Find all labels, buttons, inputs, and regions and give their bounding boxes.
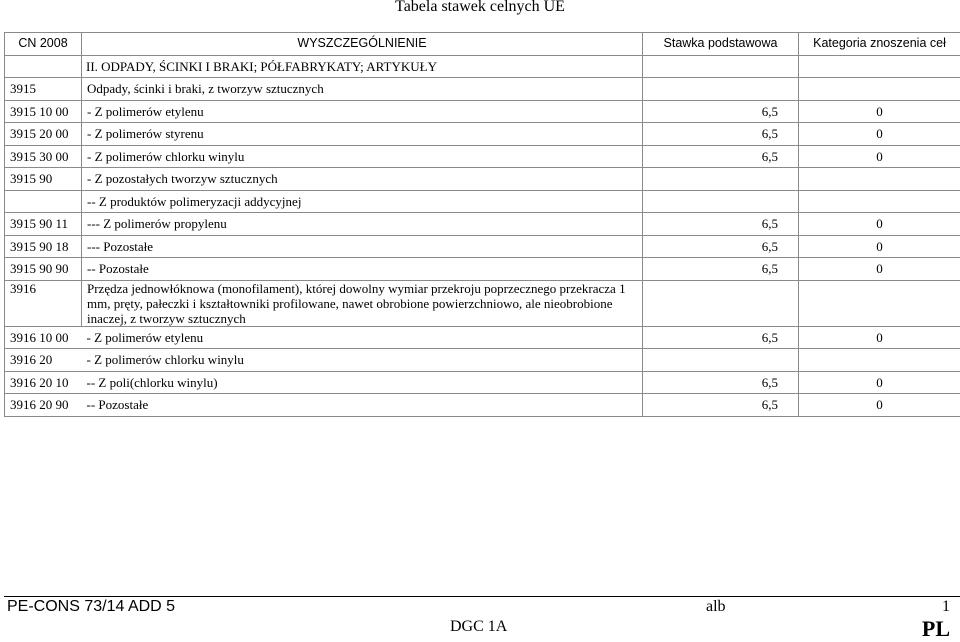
- table-row: [5, 326, 960, 349]
- row-base-rate: 6,5: [643, 100, 799, 123]
- row-description: - Z polimerów styrenu: [82, 123, 643, 146]
- header-base-rate: Stawka podstawowa: [643, 33, 799, 56]
- footer-initials: alb: [706, 598, 726, 616]
- row-staging-category: [799, 190, 960, 213]
- row-base-rate: 6,5: [643, 213, 799, 236]
- row-staging-category: 0: [799, 235, 960, 258]
- table-row: [5, 145, 960, 168]
- table-header-row: [5, 33, 960, 56]
- section-heading: II. ODPADY, ŚCINKI I BRAKI; PÓŁFABRYKATY; ARTYKUŁY: [82, 55, 643, 78]
- row-code: 3915 90 18: [5, 235, 82, 258]
- row-description: - Z polimerów etylenu: [82, 100, 643, 123]
- row-description: -- Pozostałe: [82, 394, 643, 417]
- row-staging-category: 0: [799, 371, 960, 394]
- row-base-rate: 6,5: [643, 258, 799, 281]
- row-code: 3916 20: [5, 349, 82, 372]
- tariff-table: [4, 32, 960, 417]
- row-base-rate: 6,5: [643, 371, 799, 394]
- table-row: [5, 258, 960, 281]
- row-base-rate: 6,5: [643, 123, 799, 146]
- row-staging-category: 0: [799, 213, 960, 236]
- row-code: 3916 20 90: [5, 394, 82, 417]
- row-description: -- Z produktów polimeryzacji addycyjnej: [82, 190, 643, 213]
- row-description: - Z polimerów chlorku winylu: [82, 349, 643, 372]
- table-row: [5, 280, 960, 326]
- row-description: Przędza jednowłóknowa (monofilament), której dowolny wymiar przekroju poprzecznego przekracza 1 mm, pręty, pałeczki i kształtowniki profilowane, nawet obrobione powierzchniowo, ale nieobrobione inaczej, z tworzyw sztucznych: [82, 280, 643, 326]
- table-row: [5, 78, 960, 101]
- row-staging-category: 0: [799, 100, 960, 123]
- row-staging-category: [799, 78, 960, 101]
- table-row: [5, 349, 960, 372]
- row-code: 3916 10 00: [5, 326, 82, 349]
- row-description: -- Z poli(chlorku winylu): [82, 371, 643, 394]
- row-base-rate: [643, 349, 799, 372]
- row-code: 3915 90: [5, 168, 82, 191]
- row-code: 3915: [5, 78, 82, 101]
- row-code: 3916: [5, 280, 82, 326]
- row-code: 3916 20 10: [5, 371, 82, 394]
- footer-doc-ref: PE-CONS 73/14 ADD 5: [7, 598, 175, 616]
- table-row: [5, 123, 960, 146]
- row-base-rate: 6,5: [643, 235, 799, 258]
- row-staging-category: [799, 349, 960, 372]
- header-staging-category: Kategoria znoszenia ceł: [799, 33, 960, 56]
- row-base-rate: 6,5: [643, 145, 799, 168]
- row-description: --- Z polimerów propylenu: [82, 213, 643, 236]
- row-base-rate: [643, 78, 799, 101]
- row-description: Odpady, ścinki i braki, z tworzyw sztucznych: [82, 78, 643, 101]
- section-heading-row: [5, 55, 960, 78]
- row-staging-category: 0: [799, 258, 960, 281]
- row-base-rate: [643, 168, 799, 191]
- row-staging-category: 0: [799, 394, 960, 417]
- row-description: - Z polimerów etylenu: [82, 326, 643, 349]
- table-row: [5, 371, 960, 394]
- row-staging-category: 0: [799, 326, 960, 349]
- table-row: [5, 168, 960, 191]
- row-description: - Z polimerów chlorku winylu: [82, 145, 643, 168]
- row-description: - Z pozostałych tworzyw sztucznych: [82, 168, 643, 191]
- table-row: [5, 394, 960, 417]
- table-row: [5, 213, 960, 236]
- row-description: -- Pozostałe: [82, 258, 643, 281]
- row-code: [5, 190, 82, 213]
- table-row: [5, 100, 960, 123]
- footer-language: PL: [922, 616, 950, 642]
- row-staging-category: [799, 168, 960, 191]
- table-row: [5, 235, 960, 258]
- footer-divider: [4, 596, 960, 597]
- row-base-rate: 6,5: [643, 394, 799, 417]
- row-staging-category: 0: [799, 123, 960, 146]
- table-row: [5, 190, 960, 213]
- row-code: 3915 30 00: [5, 145, 82, 168]
- row-code: 3915 90 90: [5, 258, 82, 281]
- row-code: 3915 20 00: [5, 123, 82, 146]
- header-description: WYSZCZEGÓLNIENIE: [82, 33, 643, 56]
- row-code: 3915 10 00: [5, 100, 82, 123]
- row-base-rate: [643, 190, 799, 213]
- footer-page-number: 1: [942, 598, 950, 616]
- row-description: --- Pozostałe: [82, 235, 643, 258]
- page-title: Tabela stawek celnych UE: [0, 0, 960, 22]
- footer-department: DGC 1A: [450, 618, 507, 636]
- row-staging-category: 0: [799, 145, 960, 168]
- header-cn: CN 2008: [5, 33, 82, 56]
- row-base-rate: 6,5: [643, 326, 799, 349]
- row-code: 3915 90 11: [5, 213, 82, 236]
